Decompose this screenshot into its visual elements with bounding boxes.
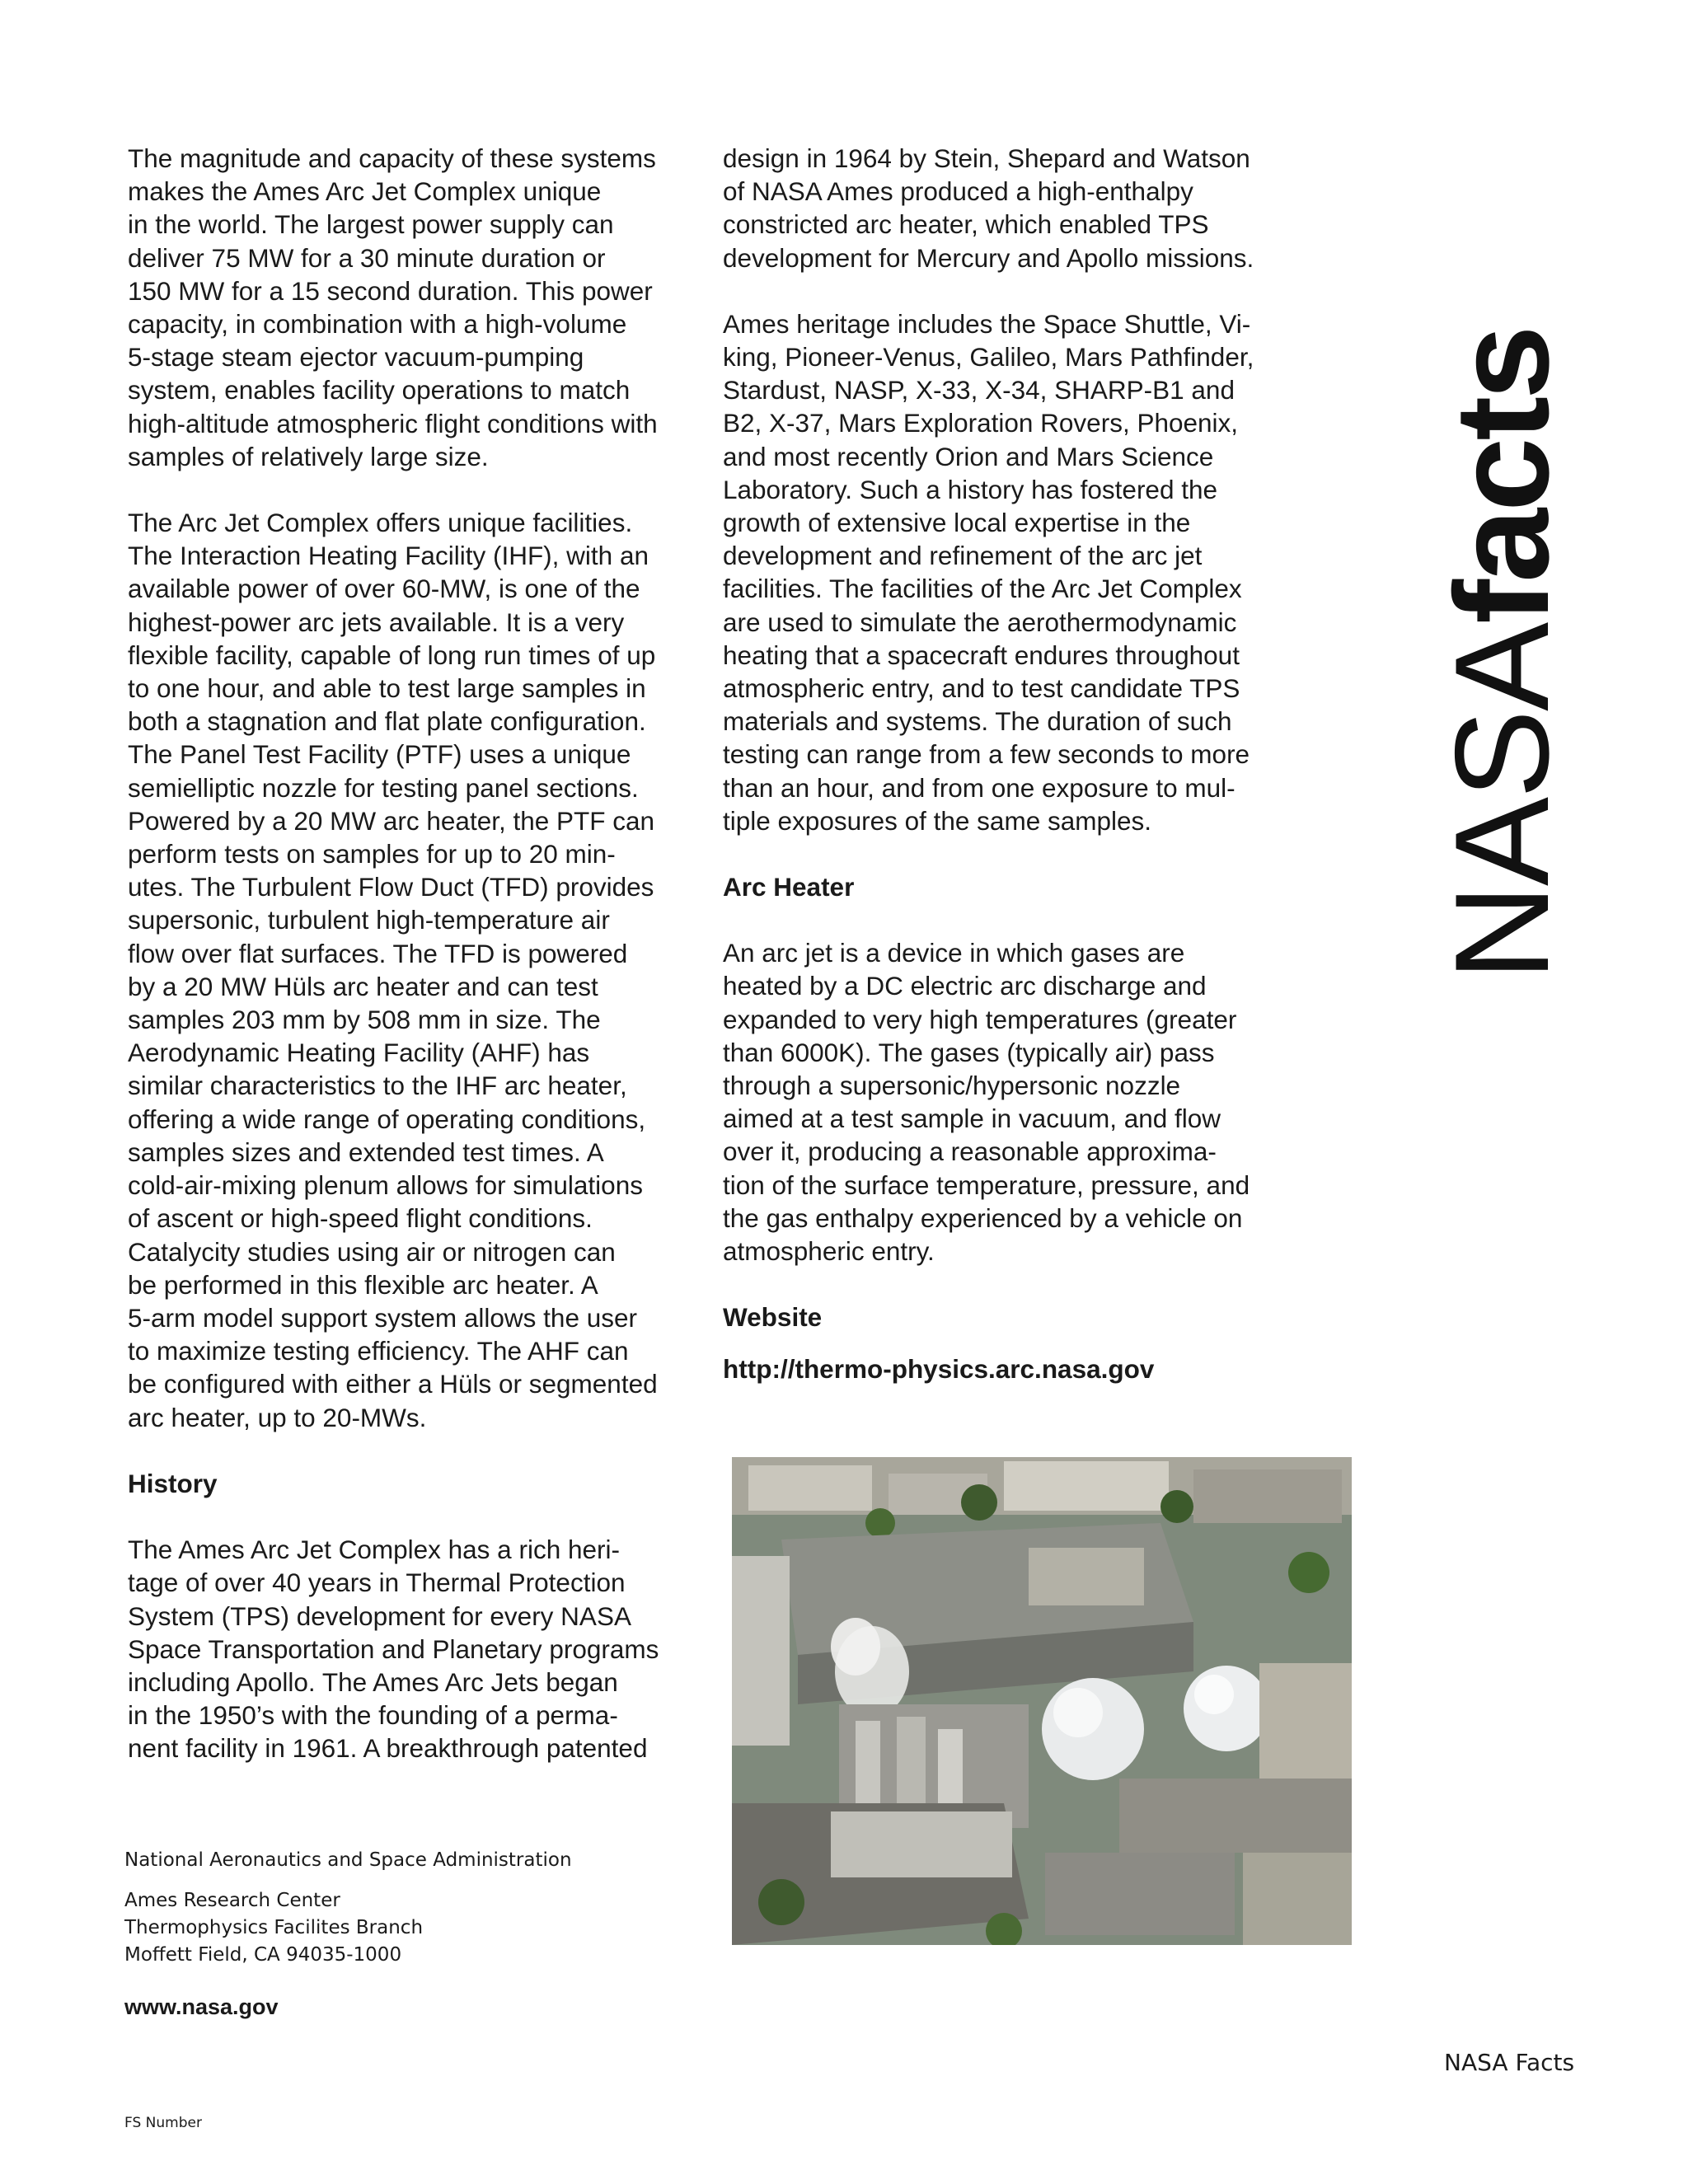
website-link[interactable]: http://thermo-physics.arc.nasa.gov — [723, 1353, 1155, 1384]
paragraph-heritage: Ames heritage includes the Space Shuttle, Vi- king, Pioneer-Venus, Galileo, Mars Pathfinder, Stardust, NASP, X-33, X-34, SHARP-B1 and B2, X-37, Mars Exploration Rovers, Phoenix, and most recently Orion and Mars Science Laboratory. Such a history has fostered the growth of extensive local expertise in the development and refinement of the arc jet facilities. The facilities of the Arc Jet Complex are used to simulate the aerothermodynamic heating that a spacecraft endures throughout atmospheric entry, and to test candidate TPS materials and systems. The duration of such testing can range from a few seconds to more than an hour, and from one exposure to mul- tiple exposures of the same samples. — [723, 308, 1254, 836]
brand-facts: facts — [1428, 328, 1577, 624]
nasa-facts-footer-label: NASA Facts — [1444, 2049, 1575, 2076]
middle-column — [723, 142, 1316, 1385]
nasa-facts-logo — [1428, 328, 1577, 981]
paragraph-facilities: The Arc Jet Complex offers unique facilities. The Interaction Heating Facility (IHF), with an available power of over 60-MW, is one of the highest-power arc jets available. It is a very flexible facility, capable of long run times of up to one hour, and able to test large samples in both a stagnation and flat plate configuration. The Panel Test Facility (PTF) uses a unique semielliptic nozzle for testing panel sections. Powered by a 20 MW arc heater, the PTF can perform tests on samples for up to 20 min- utes. The Turbulent Flow Duct (TFD) provides supersonic, turbulent high-temperature air flow over flat surfaces. The TFD is powered by a 20 MW Hüls arc heater and can test samples 203 mm by 508 mm in size. The Aerodynamic Heating Facility (AHF) has similar characteristics to the IHF arc heater, offering a wide range of operating conditions, samples sizes and extended test times. A cold-air-mixing plenum allows for simulations of ascent or high-speed flight conditions. Catalycity studies using air or nitrogen can be performed in this flexible arc heater. A 5-arm model support system allows the user to maximize testing efficiency. The AHF can be configured with either a Hüls or segmented arc heater, up to 20-MWs. — [128, 508, 658, 1432]
website-heading: Website — [723, 1302, 823, 1333]
paragraph-history: The Ames Arc Jet Complex has a rich heri- tage of over 40 years in Thermal Protection System (TPS) development for every NASA Space Transportation and Planetary programs including Apollo. The Ames Arc Jets began in the 1950’s with the founding of a perma- nent facility in 1961. A breakthrough patented — [128, 1535, 659, 1764]
fs-number: FS Number — [124, 2115, 202, 2131]
aerial-photo-illustration — [732, 1457, 1352, 1945]
history-heading: History — [128, 1469, 218, 1498]
arc-heater-heading: Arc Heater — [723, 872, 855, 902]
history-section — [128, 1467, 705, 1765]
left-column — [128, 142, 705, 1434]
footer-agency: National Aeronautics and Space Administration — [124, 1849, 572, 1871]
paragraph-capacity: The magnitude and capacity of these systems makes the Ames Arc Jet Complex unique in the world. The largest power supply can deliver 75 MW for a 30 minute duration or 150 MW for a 15 second duration. This power capacity, in combination with a high-volume 5-stage steam ejector vacuum-pumping system, enables facility operations to match high-altitude atmospheric flight conditions with samples of relatively large size. — [128, 143, 658, 471]
footer-address: Ames Research Center Thermophysics Facilites Branch Moffett Field, CA 94035-1000 — [124, 1890, 424, 1966]
brand-nasa: NASA — [1428, 623, 1577, 981]
arc-jet-complex-photo — [732, 1457, 1352, 1945]
paragraph-arc-heater: An arc jet is a device in which gases are heated by a DC electric arc discharge and expanded to very high temperatures (greater than 6000K). The gases (typically air) pass through a supersonic/hypersonic nozzle aimed at a test sample in vacuum, and flow over it, producing a reasonable approxima- tion of the surface temperature, pressure, and the gas enthalpy experienced by a vehicle on atmospheric entry. — [723, 938, 1250, 1267]
paragraph-design: design in 1964 by Stein, Shepard and Watson of NASA Ames produced a high-enthalpy constricted arc heater, which enabled TPS development for Mercury and Apollo missions. — [723, 143, 1254, 273]
footer-website-link[interactable]: www.nasa.gov — [124, 1994, 279, 2019]
